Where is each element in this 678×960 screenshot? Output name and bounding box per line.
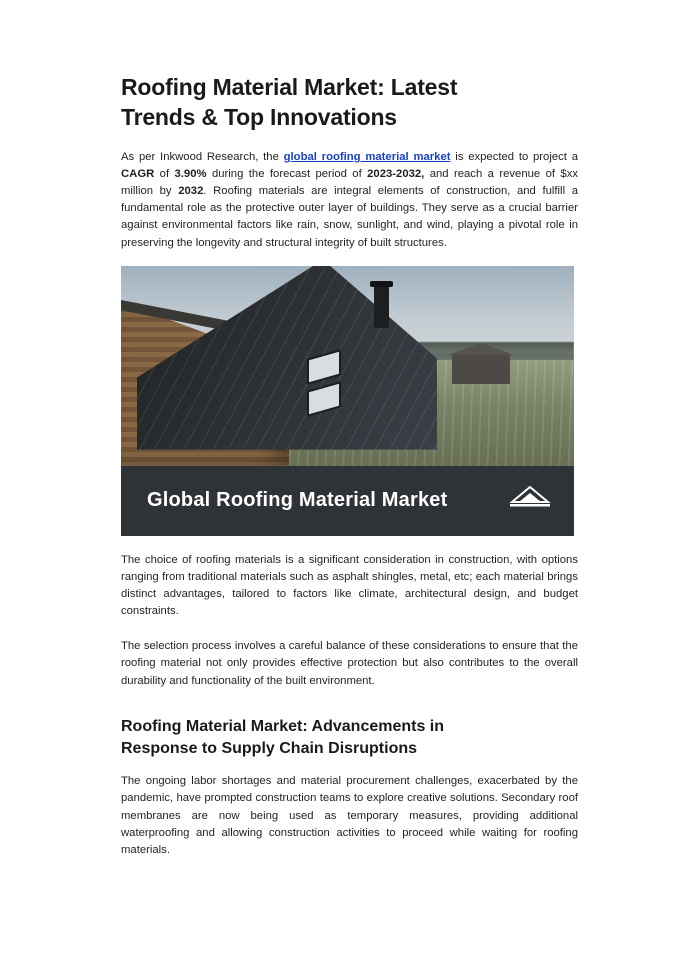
intro-part-3: of [154, 167, 175, 180]
intro-part-4: during the forecast period of [206, 167, 368, 180]
paragraph-choice-of-materials: The choice of roofing materials is a significant consideration in construction, with options ranging from traditional materials such as asphalt shingles, metal, etc; each material brings distinct advantages, tailored to factors like climate, architectural design, and budget constraints. [121, 553, 578, 618]
paragraph-labor-shortages: The ongoing labor shortages and material procurement challenges, exacerbated by the pandemic, have prompted construction teams to explore creative solutions. Secondary roof membranes are now being used as temporary measures, providing additional waterproofing and allowing construction activities to proceed while waiting for roofing materials. [121, 775, 578, 856]
section-heading-line-2: Response to Supply Chain Disruptions [121, 739, 418, 757]
intro-part-6: . Roofing materials are integral elements of construction, and fulfill a fundamental role as the protective outer layer of buildings. They serve as a crucial barrier against environmental factors like rain, snow, sunlight, and wind, playing a pivotal role in preserving the longevity and structural integrity of built structures. [121, 185, 578, 249]
intro-bold-cagr: CAGR [121, 167, 155, 180]
section-heading-supply-chain [121, 716, 578, 760]
section-heading-line-1: Roofing Material Market: Advancements in [121, 717, 445, 735]
chimney [374, 286, 389, 328]
intro-part-2: is expected to project a [450, 150, 578, 163]
mountain-roof-logo-icon [508, 480, 552, 510]
intro-bold-year: 2032 [178, 185, 204, 198]
roof-photo [121, 266, 574, 466]
global-roofing-material-market-link[interactable]: global roofing material market [283, 150, 451, 163]
intro-bold-forecast-period: 2023-2032, [367, 167, 425, 180]
page-title [121, 72, 578, 133]
distant-barn [452, 354, 510, 384]
roofing-material-market-figure [121, 266, 574, 536]
figure-banner-title: Global Roofing Material Market [147, 489, 448, 512]
page-title-line-2: Trends & Top Innovations [121, 104, 397, 131]
intro-paragraph [121, 149, 578, 252]
page-title-line-1: Roofing Material Market: Latest [121, 74, 458, 100]
intro-bold-cagr-value: 3.90% [174, 167, 207, 180]
intro-part-5: and reach a revenue of $xx million by [121, 167, 578, 198]
paragraph-selection-process: The selection process involves a careful balance of these considerations to ensure that the roofing material not only provides effective protection but also contributes to the overall durability and functionality of the built environment. [121, 640, 578, 687]
figure-banner [121, 466, 574, 536]
intro-part-1: As per Inkwood Research, the [121, 150, 284, 163]
